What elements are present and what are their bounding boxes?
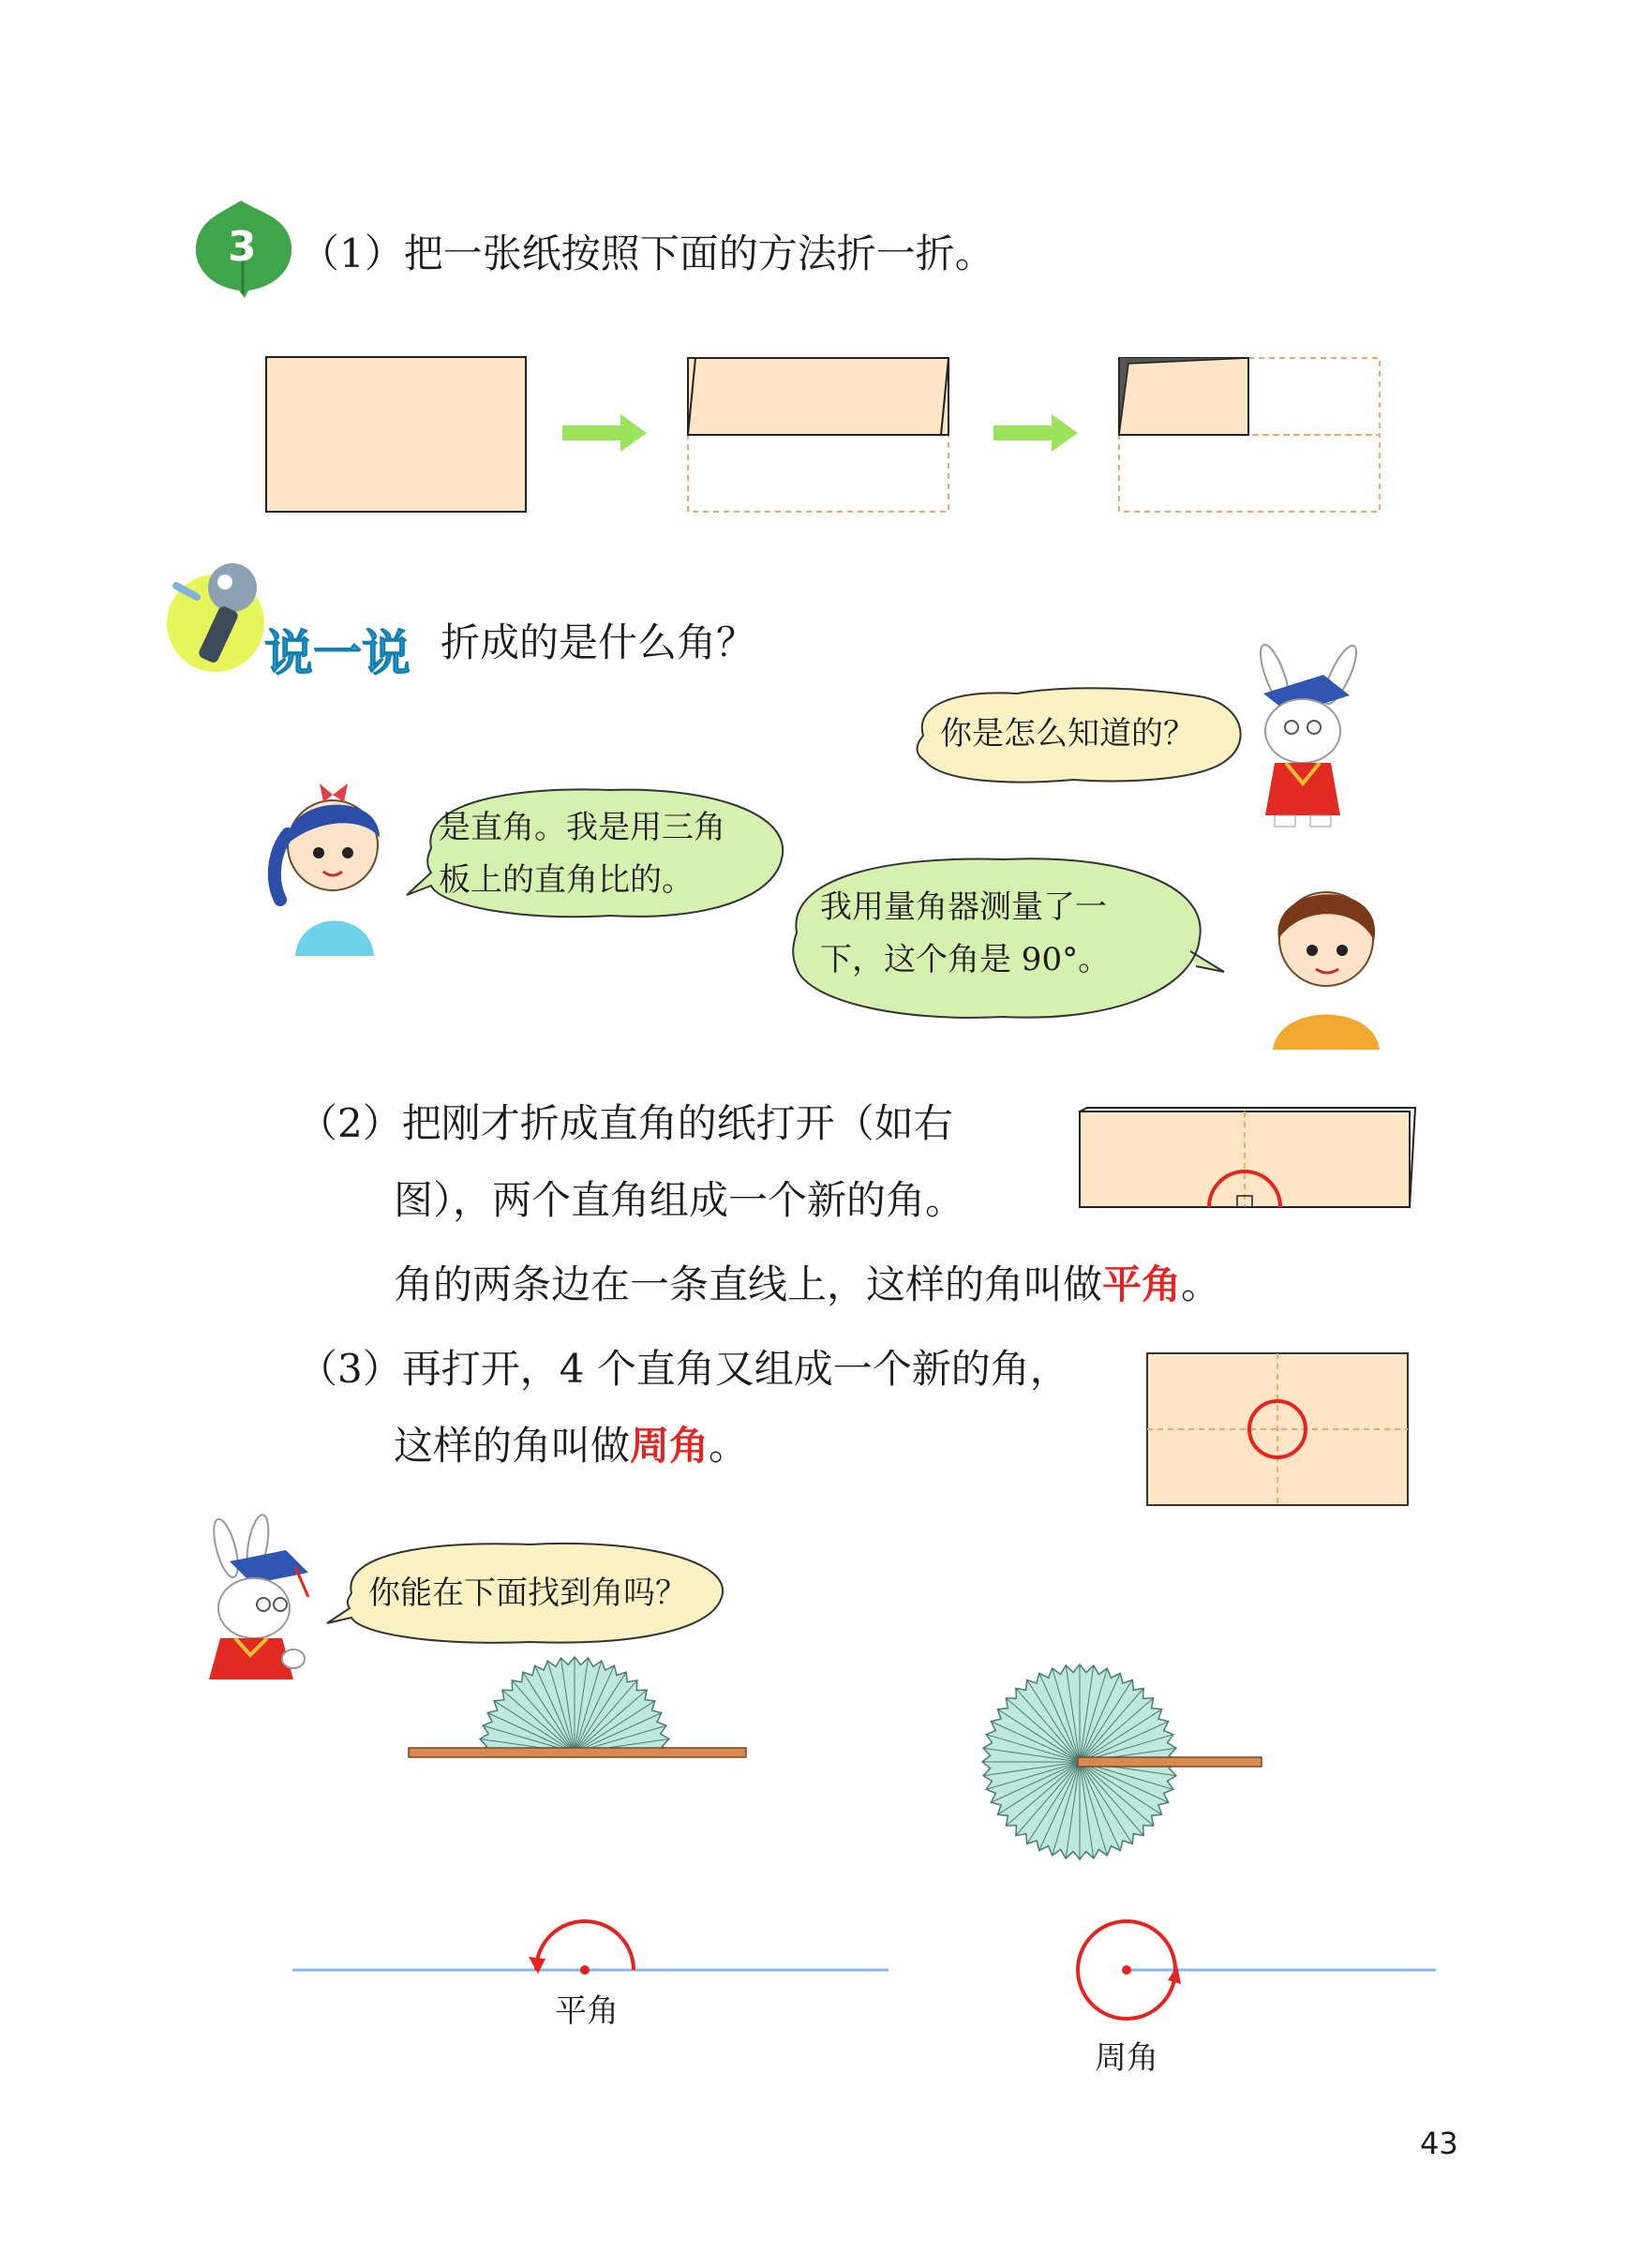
half-fan-straight-angle bbox=[401, 1612, 776, 1771]
bubble-boy-line2: 下，这个角是 90°。 bbox=[820, 941, 1111, 978]
step2-line3 bbox=[394, 1261, 1221, 1307]
term-straight-angle: 平角 bbox=[1102, 1261, 1182, 1307]
step3-line2 bbox=[394, 1423, 749, 1469]
rabbit-graduate-icon bbox=[1237, 647, 1378, 834]
full-angle-diagram bbox=[1068, 1917, 1443, 2038]
bubble-rabbit-bottom: 你能在下面找到角吗？ bbox=[368, 1574, 687, 1612]
talk-question: 折成的是什么角？ bbox=[441, 619, 756, 665]
paper-folded-quarter bbox=[1115, 356, 1387, 514]
paper-full-rect bbox=[265, 356, 528, 514]
step2-line1: （2）把刚才折成直角的纸打开（如右 bbox=[298, 1100, 953, 1146]
step2-line3-post: 。 bbox=[1181, 1261, 1221, 1307]
label-straight-angle: 平角 bbox=[555, 1992, 619, 2030]
step3-line2-post: 。 bbox=[709, 1423, 749, 1469]
paper-unfolded-half bbox=[1076, 1106, 1418, 1214]
paper-folded-half bbox=[684, 356, 956, 514]
bubble-boy-line1: 我用量角器测量了一 bbox=[820, 888, 1107, 926]
full-fan-full-angle bbox=[975, 1649, 1275, 1874]
arrow-right-icon bbox=[993, 414, 1078, 452]
rabbit-graduate-icon bbox=[192, 1518, 323, 1696]
girl-icon bbox=[267, 778, 398, 956]
paper-unfolded-full bbox=[1145, 1351, 1412, 1509]
problem-number: 3 bbox=[228, 223, 257, 271]
bubble-girl-line2: 板上的直角比的。 bbox=[439, 861, 694, 899]
term-full-angle: 周角 bbox=[630, 1423, 709, 1469]
bubble-rabbit-top: 你是怎么知道的？ bbox=[940, 715, 1195, 753]
label-full-angle: 周角 bbox=[1095, 2039, 1158, 2077]
step1-text: （1）把一张纸按照下面的方法折一折。 bbox=[300, 231, 994, 276]
step3-line1: （3）再打开，4 个直角又组成一个新的角， bbox=[298, 1346, 1069, 1392]
talk-heading: 说一说 bbox=[264, 626, 411, 682]
step3-line2-pre: 这样的角叫做 bbox=[394, 1423, 631, 1469]
arrow-right-icon bbox=[562, 414, 647, 452]
bubble-girl-line1: 是直角。我是用三角 bbox=[439, 809, 725, 846]
boy-icon bbox=[1256, 872, 1397, 1050]
page-number: 43 bbox=[1420, 2126, 1458, 2161]
step2-line2: 图），两个直角组成一个新的角。 bbox=[394, 1177, 965, 1223]
step2-line3-pre: 角的两条边在一条直线上，这样的角叫做 bbox=[394, 1261, 1103, 1307]
